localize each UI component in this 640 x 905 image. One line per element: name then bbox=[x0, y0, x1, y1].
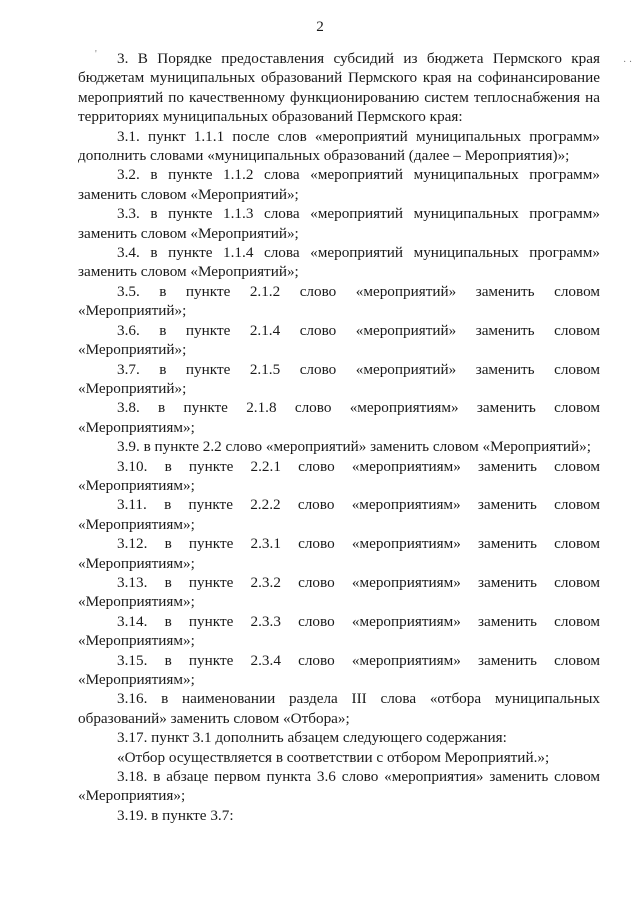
document-body bbox=[78, 49, 600, 825]
page-number: 2 bbox=[316, 18, 324, 35]
paragraph-3-4: 3.4. в пункте 1.1.4 слова «мероприятий муниципальных программ» заменить словом «Мероприятий»; bbox=[78, 244, 600, 281]
paragraph-3-2: 3.2. в пункте 1.1.2 слова «мероприятий муниципальных программ» заменить словом «Мероприятий»; bbox=[78, 166, 600, 203]
paragraph-3-18: 3.18. в абзаце первом пункта 3.6 слово «мероприятия» заменить словом «Мероприятия»; bbox=[78, 768, 600, 805]
paragraph-3-8: 3.8. в пункте 2.1.8 слово «мероприятиям» заменить словом «Мероприятиям»; bbox=[78, 399, 600, 436]
paragraph-3-16: 3.16. в наименовании раздела III слова «отбора муниципальных образований» заменить словом «Отбора»; bbox=[78, 690, 600, 727]
paragraph-3-1: 3.1. пункт 1.1.1 после слов «мероприятий муниципальных программ» дополнить словами «муниципальных образований (далее – Мероприятия)»; bbox=[78, 127, 600, 165]
paragraph-3-6: 3.6. в пункте 2.1.4 слово «мероприятий» заменить словом «Мероприятий»; bbox=[78, 321, 600, 359]
paragraph-3-11: 3.11. в пункте 2.2.2 слово «мероприятиям» заменить словом «Мероприятиям»; bbox=[78, 496, 600, 533]
paragraph-3-12: 3.12. в пункте 2.3.1 слово «мероприятиям» заменить словом «Мероприятиям»; bbox=[78, 535, 600, 572]
paragraph-3-17-quote: «Отбор осуществляется в соответствии с отбором Мероприятий.»; bbox=[117, 748, 550, 766]
paragraph-3-9: 3.9. в пункте 2.2 слово «мероприятий» заменить словом «Мероприятий»; bbox=[117, 438, 591, 456]
paragraph-3-10: 3.10. в пункте 2.2.1 слово «мероприятиям» заменить словом «Мероприятиям»; bbox=[78, 457, 600, 494]
paragraph-3-17: 3.17. пункт 3.1 дополнить абзацем следующего содержания: bbox=[117, 729, 507, 747]
paragraph-3-19: 3.19. в пункте 3.7: bbox=[117, 806, 234, 824]
paragraph-3-7: 3.7. в пункте 2.1.5 слово «мероприятий» заменить словом «Мероприятий»; bbox=[78, 360, 600, 397]
paragraph-3-15: 3.15. в пункте 2.3.4 слово «мероприятиям» заменить словом «Мероприятиям»; bbox=[78, 651, 600, 688]
paragraph-3-5: 3.5. в пункте 2.1.2 слово «мероприятий» заменить словом «Мероприятий»; bbox=[78, 282, 600, 320]
paragraph-3-3: 3.3. в пункте 1.1.3 слова «мероприятий муниципальных программ» заменить словом «Мероприятий»; bbox=[78, 205, 600, 242]
scan-mark-left: ' bbox=[95, 49, 97, 60]
paragraph-3-13: 3.13. в пункте 2.3.2 слово «мероприятиям» заменить словом «Мероприятиям»; bbox=[78, 573, 600, 611]
paragraph-3-14: 3.14. в пункте 2.3.3 слово «мероприятиям» заменить словом «Мероприятиям»; bbox=[78, 612, 600, 650]
paragraph-3: 3. В Порядке предоставления субсидий из бюджета Пермского края бюджетам муниципальных образований Пермского края на софинансирование мероприятий по качественному функционированию систем теплоснабжения на территориях муниципальных образований Пермского края: bbox=[78, 50, 600, 126]
scan-mark-right: · · bbox=[623, 57, 633, 68]
